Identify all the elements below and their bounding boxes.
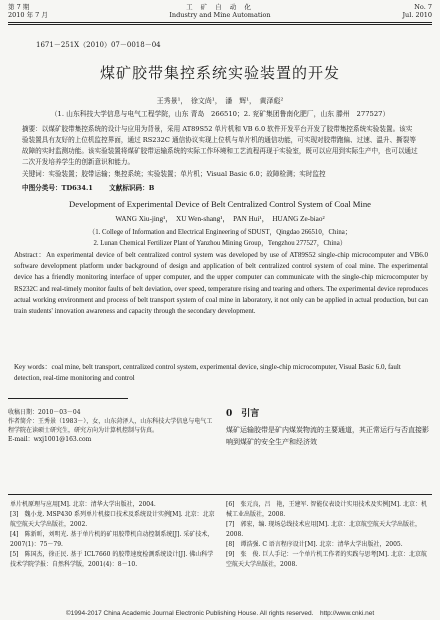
authors-cn: 王秀景¹， 徐文尚¹， 潘 辉¹， 黄泽彪²: [156, 97, 284, 105]
title-cn: 煤矿胶带集控系统实验装置的开发: [99, 64, 340, 82]
affiliation-en-2: 2. Lunan Chemical Fertilizer Plant of Yanzhou Mining Group，Tengzhou 277527，China）: [93, 240, 347, 247]
affiliation-cn: （1. 山东科技大学信息与电气工程学院，山东 青岛 266510；2. 兖矿集团鲁南化肥厂，山东 滕州 277527）: [50, 110, 390, 118]
journal-name-cn: 工 矿 自 动 化: [186, 3, 254, 11]
article-id: 1671－251X（2010）07－0018－04: [36, 41, 161, 49]
authors-en: WANG Xiu-jing¹， XU Wen-shang¹， PAN Hui¹， HUANG Ze-biao²: [115, 215, 325, 223]
reference-item: 单片机原理与应用[M]. 北京：清华大学出版社，2004.: [10, 501, 156, 508]
intro-text: 煤矿运输胶带是矿内煤炭物流的主要通道，其正常运行与否直接影响到煤矿的安全生产和经济效: [226, 426, 429, 446]
received-date: 收稿日期：2010－03－04: [8, 409, 81, 416]
reference-item: [8] 谭浩强. C 语言程序设计[M]. 北京：清华大学出版社，2005.: [226, 541, 403, 548]
issue-number-en: No. 7: [414, 3, 432, 11]
author-bio: 作者简介：王秀景（1983－），女，山东菏泽人，山东科技大学信息与电气工程学院在读硕士研究生，研究方向为计算机控制与仿真。: [8, 418, 213, 434]
reference-item: [9] 张 俊. 巨人手记：一个单片机工作者的实践与思考[M]. 北京：北京航空航天大学出版社，2008.: [226, 551, 427, 568]
document-code: 文献标识码：B: [109, 184, 155, 192]
affiliation-en-1: （1. College of Information and Electrical Engineering of SDUST，Qingdao 266510，China；: [88, 229, 352, 236]
keywords-cn: 关键词：实验装置；胶带运输；集控系统；实验装置；单片机；Visual Basic 6.0；故障检测；实时监控: [22, 170, 326, 178]
reference-item: [3] 魏小龙. MSP430 系列单片机接口技术及系统设计实例[M]. 北京：北京航空航天大学出版社，2002.: [10, 511, 215, 528]
keywords-en: Key words：coal mine, belt transport, centralized control system, experimental device, single-chip microcomputer, Visual Basic 6.0, fault detection, real-time monitoring and control: [14, 363, 401, 383]
abstract-cn: 摘要：以煤矿胶带集控系统的设计与应用为背景，采用 AT89S52 单片机和 VB 6.0 软件开发平台开发了胶带集控系统实验装置。该实验装置具有友好的上位机监控界面，通过 RS232C 通信协议实现上位机与单片机的通信功能，可实现对胶带跑偏、过速、温升、撕裂等故障的实时监测功能。该实验装置将煤矿胶带运输系统的实际工作环境和工艺流程再现于实验室，既可以应用到实际生产中，也可以通过二次开发培养学生的创新意识和能力。: [22, 125, 418, 166]
journal-name: [8, 4, 432, 19]
title-en: Development of Experimental Device of Belt Centralized Control System of Coal Mine: [69, 199, 371, 209]
header-rule-thin: [8, 24, 432, 25]
clc-number: 中图分类号：TD634.1: [22, 184, 93, 192]
author-email: E-mail：wxj1001@163.com: [8, 436, 92, 443]
reference-item: [6] 张元良，吕 艳，王建军. 智能仪表设计实用技术及实例[M]. 北京：机械工业出版社，2008.: [226, 501, 427, 518]
header-rule: [8, 22, 432, 23]
copyright-footer: ©1994-2017 China Academic Journal Electronic Publishing House. All rights reserved. http://www.cnki.net: [65, 610, 375, 617]
section-heading-intro: 0 引言: [226, 409, 260, 419]
issue-date: 2010 年 7 月: [8, 10, 48, 19]
references-rule: [8, 494, 432, 495]
references-right: [226, 500, 431, 570]
reference-item: [5] 陈国杰，徐正民. 基于 ICL7660 的胶带速度检测系统设计[J]. 佛山科学技术学院学报：自然科学版，2001(4)：8－10.: [10, 551, 214, 568]
issue-info-en: [402, 4, 432, 19]
journal-name-en: Industry and Mine Automation: [169, 10, 271, 19]
footnote-rule: [8, 398, 128, 399]
issue-date-en: Jul. 2010: [402, 10, 432, 19]
abstract-en: Abstract：An experimental device of belt centralized control system was developed by use of AT89S52 single-chip microcomputer and VB6.0 software development platform under background of design and application of belt centralized control system of coal mine. The experimental device has a friendly monitoring interface of upper computer, and the upper computer can communicate with the single-chip microcomputer by RS232C and real-timely monitor faults of belt deviation, over speed, temperature rising and tearing and others. The experimental device reproduces actual working environment and process of belt transport system of coal mine in laboratory, it not only can be applied in actual production, but can train students' innovation awareness and capacity through the secondary development.: [14, 251, 428, 316]
issue-number: 第 7 期: [8, 3, 30, 11]
references-left: [10, 500, 215, 570]
classification: [22, 182, 168, 192]
footnote: [8, 408, 213, 444]
running-header: [8, 4, 432, 22]
reference-item: [7] 郭宏，编. 现场总线技术应用[M]. 北京：北京航空航天大学出版社，2008.: [226, 521, 421, 538]
reference-item: [4] 陈新昕，刘明光. 基于单片机的矿用胶带机自动控制系统[J]. 采矿技术，2007(1)：75－79.: [10, 531, 214, 548]
